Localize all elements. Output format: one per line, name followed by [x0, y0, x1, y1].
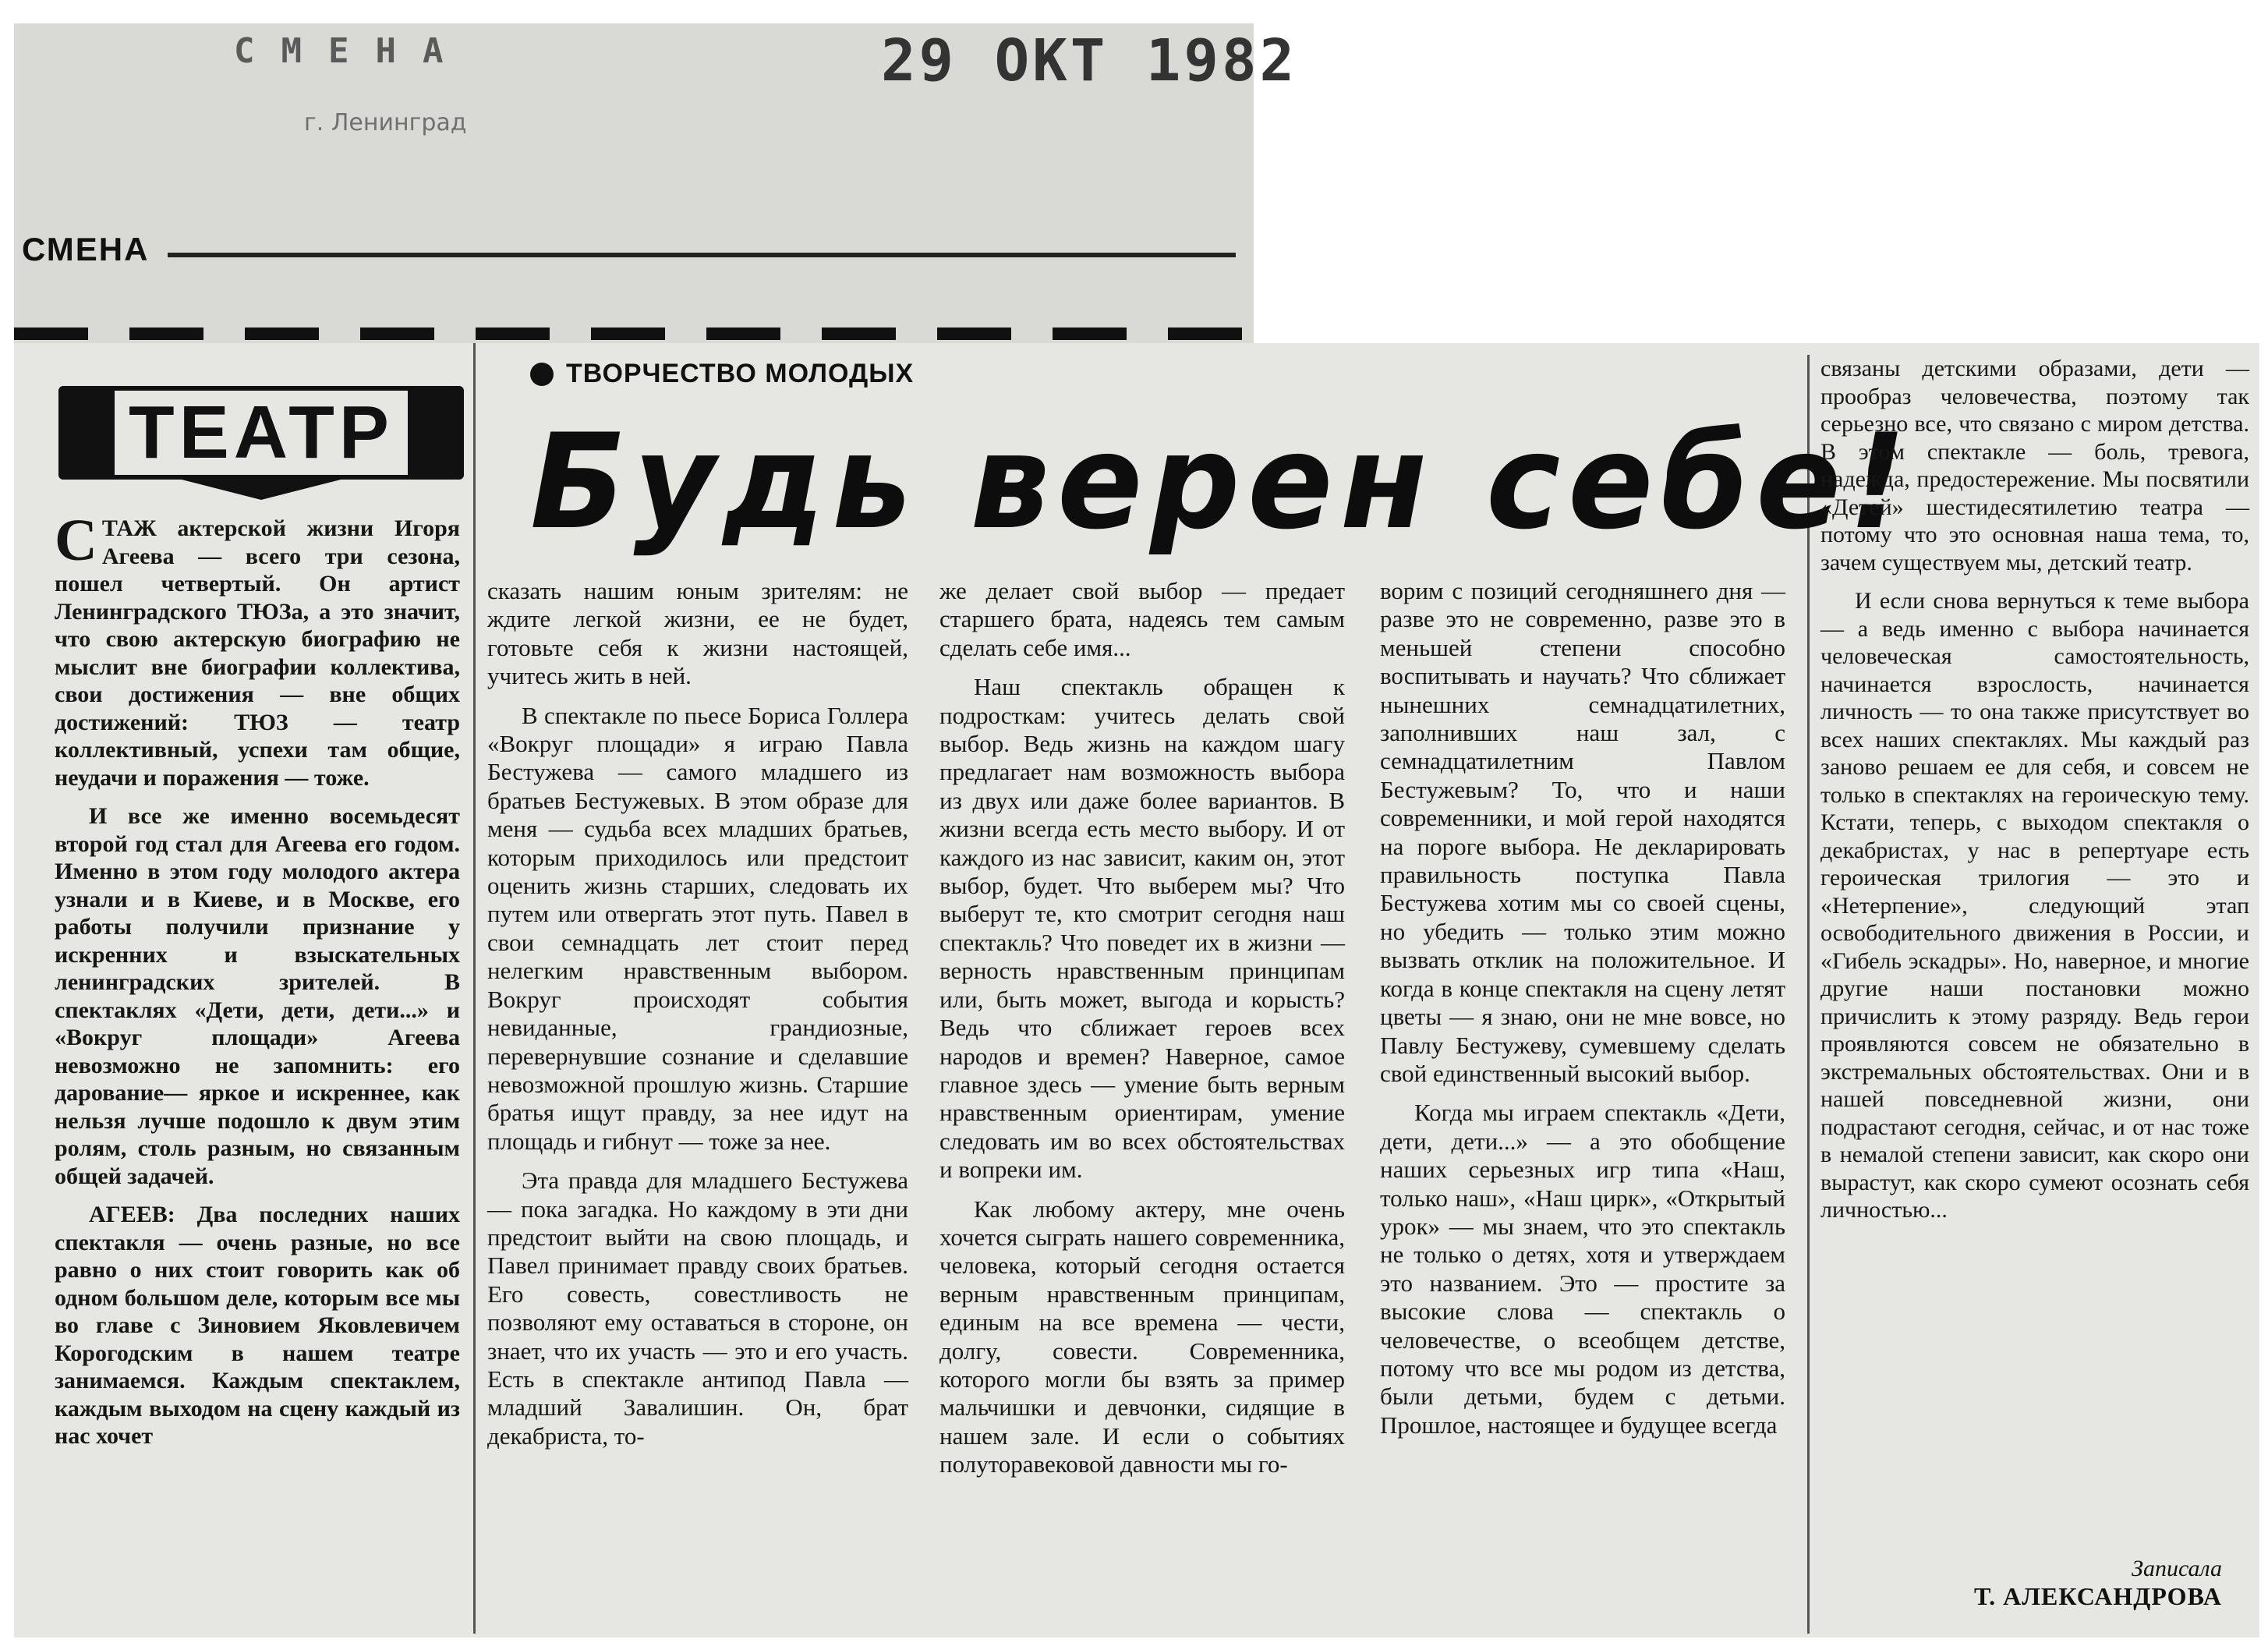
clipping-stamp-city: г. Ленинград: [304, 109, 467, 136]
rubric-label: ТВОРЧЕСТВО МОЛОДЫХ: [566, 359, 915, 388]
article-column-5: [1820, 355, 2249, 1224]
newspaper-masthead: СМЕНА: [22, 231, 150, 267]
article-column-2: [487, 577, 908, 1450]
article-paragraph: АГЕЕВ: Два последних наших спектакля — очень разные, но все равно о них стоит говорить как об одном большом деле, которым все мы во главе с Зиновием Яковлевичем Корогодским в нашем театре занимаемся. Каждым спектаклем, каждым выходом на сцену каждый из нас хочет: [55, 1202, 460, 1449]
byline-recorded-by: Записала: [2132, 1556, 2222, 1581]
section-badge: [58, 386, 464, 480]
article-headline: Будь верен себе!: [530, 405, 1914, 558]
clipping-stamp-date: 29 ОКТ 1982: [881, 27, 1298, 94]
article-paragraph: ворим с позиций сегодняшнего дня — разве это не современно, разве это в меньшей степени способно воспитывать и научать? Что сближает нынешних семнадцатилетних, заполнивших наш зал, с семнадцатилетним Павлом Бестужевым? То, что и наши современники, и мой герой находятся на пороге выбора. Не декларировать правильность поступка Павла Бестужева хотим мы со своей сцены, но убедить — только этим можно вызвать отклик на положительное. И когда в конце спектакля на сцену летят цветы — я знаю, они не мне вовсе, но Павлу Бестужеву, сумевшему сделать свой единственный высокий выбор.: [1380, 577, 1785, 1087]
article-paragraph: В спектакле по пьесе Бориса Голлера «Вокруг площади» я играю Павла Бестужева — самого младшего из братьев Бестужевых. В этом образе для меня — судьба всех младших братьев, которым приходилось или предстоит оценить жизнь старших, следовать их путем или отвергать этот путь. Павел в свои семнадцать лет стоит перед нелегким нравственным выбором. Вокруг происходят события невиданные, грандиозные, перевернувшие сознание и сделавшие невозможной прошлую жизнь. Старшие братья ищут правду, за нее идут на площадь и гибнут — тоже за нее.: [487, 701, 908, 1155]
dashed-separator: [14, 328, 1254, 340]
rubric: [530, 359, 914, 389]
article-column-1: [55, 508, 460, 1450]
article-paragraph: же делает свой выбор — предает старшего брата, надеясь тем самым сделать себе имя...: [939, 577, 1345, 661]
article-paragraph: И все же именно восемьдесят второй год стал для Агеева его годом. Именно в этом году молодого актера узнали и в Киеве, и в Москве, его работы получили признание у искренних и взыскательных ленинградских зрителей. В спектаклях «Дети, дети, дети...» и «Вокруг площади» Агеева невозможно не запомнить: его дарование— яркое и искреннее, как нельзя лучше подошло к двум этим ролям, столь разным, но связанным общей задачей.: [55, 803, 460, 1189]
clipping-stamp-publication: СМЕНА: [234, 31, 470, 71]
byline: [1926, 1556, 2222, 1611]
drop-cap: С: [55, 508, 97, 573]
article-column-3: [939, 577, 1345, 1479]
article-paragraph: связаны детскими образами, дети — прообраз человечества, поэтому так серьезно все, что связано с миром детства. В этом спектакле — боль, тревога, надежда, предостережение. Мы посвятили «Детей» шестидесятилетию театра — потому что это основная наша тема, то, зачем существуем мы, детский театр.: [1820, 356, 2249, 575]
masthead-rule: [168, 253, 1236, 257]
lead-paragraph: [55, 508, 460, 791]
article-paragraph: Когда мы играем спектакль «Дети, дети, дети...» — а это обобщение наших серьезных игр типа «Наш, только наш», «Наш цирк», «Открытый урок» — мы знаем, что это спектакль не только о детях, хотя и утверждаем это названием. Это — простите за высокие слова — спектакль о человечестве, о всеобщем детстве, потому что все мы родом из детства, были детьми, будем с детьми. Прошлое, настоящее и будущее всегда: [1380, 1099, 1785, 1439]
lead-paragraph-text: ТАЖ актерской жизни Игоря Агеева — всего три сезона, пошел четвертый. Он артист Ленинградского ТЮЗа, а это значит, что свою актерскую биографию не мыслит вне биографии коллектива, свои достижения — вне общих достижений: ТЮЗ — театр коллективный, успехи там общие, неудачи и поражения — тоже.: [55, 515, 460, 791]
article-paragraph: И если снова вернуться к теме выбора — а ведь именно с выбора начинается человеческая самостоятельность, начинается взрослость, начинается личность — то она также присутствует во всех наших спектаклях. Мы каждый раз заново решаем ее для себя, и совсем не только в спектаклях на героическую тему. Кстати, теперь, с выходом спектакля о декабристах, у нас в репертуаре есть героическая трилогия — это и «Нетерпение», следующий этап освободительного движения в России, и «Гибель эскадры». Но, наверное, и многие другие наши постановки можно причислить к этому разряду. Ведь герои проявляются совсем не обязательно в экстремальных обстоятельствах. Они и в нашей повседневной жизни, они подрастают сегодня, сейчас, и от нас тоже в немалой степени зависит, как скоро они вырастут, как скоро сумеют осознать себя личностью...: [1820, 588, 2249, 1223]
section-badge-label: ТЕАТР: [115, 391, 408, 475]
byline-author: Т. АЛЕКСАНДРОВА: [1973, 1582, 2222, 1610]
column-separator: [473, 343, 476, 1634]
article-paragraph: сказать нашим юным зрителям: не ждите легкой жизни, ее не будет, готовьте себя к жизни настоящей, учитесь жить в ней.: [487, 577, 908, 690]
article-column-4: [1380, 577, 1785, 1439]
article-paragraph: Наш спектакль обращен к подросткам: учитесь делать свой выбор. Ведь жизнь на каждом шагу предлагает нам возможность выбора из двух или даже более вариантов. В жизни всегда есть место выбору. И от каждого из нас зависит, каким он, этот выбор, будет. Что выберем мы? Что выберут те, кто смотрит сегодня наш спектакль? Что поведет их в жизни — верность нравственным принципам или, быть может, выгода и корысть? Ведь что сближает героев всех народов и времен? Наверное, самое главное здесь — умение быть верным нравственным ориентирам, умение следовать им во всех обстоятельствах и вопреки им.: [939, 673, 1345, 1184]
article-paragraph: Как любому актеру, мне очень хочется сыграть нашего современника, человека, который сегодня остается верным нравственным принципам, единым на все времена — чести, долгу, совести. Современника, которого могли бы взять за пример мальчишки и девчонки, сидящие в нашем зале. И если о событиях полуторавековой давности мы го-: [939, 1195, 1345, 1478]
bullet-icon: [530, 363, 554, 386]
article-paragraph: Эта правда для младшего Бестужева — пока загадка. Но каждому в эти дни предстоит выйти на свою площадь, и Павел принимает правду своих братьев. Его совесть, совестливость не позволяют ему оставаться в стороне, он знает, что их участь — это и его участь. Есть в спектакле антипод Павла — младший Завалишин. Он, брат декабриста, то-: [487, 1167, 908, 1450]
